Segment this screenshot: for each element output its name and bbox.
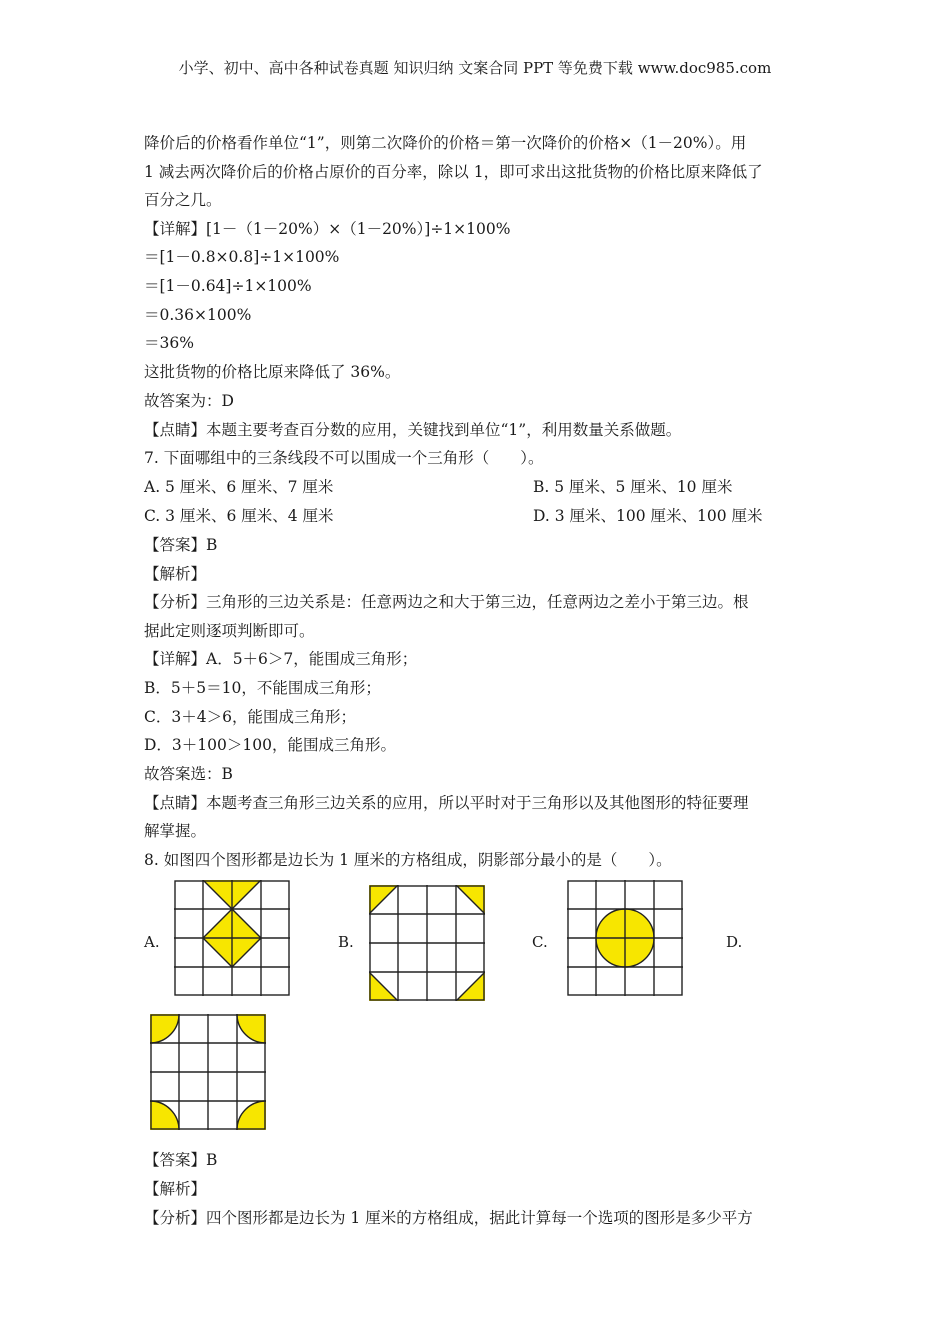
text-line: 【分析】三角形的三边关系是：任意两边之和大于第三边，任意两边之差小于第三边。根	[144, 593, 749, 611]
figure-label-c: C.	[532, 933, 548, 951]
q7-option-c: C. 3 厘米、6 厘米、4 厘米	[144, 507, 334, 525]
question-8-text: 8. 如图四个图形都是边长为 1 厘米的方格组成，阴影部分最小的是（ ）。	[144, 851, 672, 869]
figure-c	[567, 880, 683, 996]
page-header: 小学、初中、高中各种试卷真题 知识归纳 文案合同 PPT 等免费下载 www.doc985.com	[178, 59, 772, 77]
figure-a-grid	[174, 880, 290, 996]
text-line: C．3＋4＞6，能围成三角形；	[144, 708, 356, 726]
figure-c-grid	[567, 880, 683, 996]
text-line: 【答案】B	[144, 1151, 218, 1169]
text-line: 【详解】A．5＋6＞7，能围成三角形；	[144, 650, 418, 668]
text-line: 故答案选：B	[144, 765, 233, 783]
figure-label-d: D.	[726, 933, 743, 951]
text-line: 【分析】四个图形都是边长为 1 厘米的方格组成，据此计算每一个选项的图形是多少平方	[144, 1209, 753, 1227]
figure-label-b: B.	[338, 933, 354, 951]
text-line: ＝[1－0.64]÷1×100%	[144, 277, 312, 295]
text-line: 据此定则逐项判断即可。	[144, 622, 315, 640]
text-line: 【答案】B	[144, 536, 218, 554]
figure-b	[369, 885, 485, 1001]
text-line: 【详解】[1－（1－20%）×（1－20%）]÷1×100%	[144, 220, 511, 238]
text-line: 【解析】	[144, 1180, 207, 1198]
question-7-text: 7. 下面哪组中的三条线段不可以围成一个三角形（ ）。	[144, 449, 544, 467]
figure-label-a: A.	[144, 933, 160, 951]
q7-option-b: B. 5 厘米、5 厘米、10 厘米	[533, 478, 733, 496]
q7-option-a: A. 5 厘米、6 厘米、7 厘米	[144, 478, 334, 496]
text-line: D．3＋100＞100，能围成三角形。	[144, 736, 396, 754]
text-line: 降价后的价格看作单位“1”，则第二次降价的价格＝第一次降价的价格×（1－20%）。用	[144, 134, 747, 152]
text-line: 故答案为：D	[144, 392, 234, 410]
figure-a	[174, 880, 290, 996]
text-line: 【点睛】本题考查三角形三边关系的应用，所以平时对于三角形以及其他图形的特征要理	[144, 794, 749, 812]
text-line: 1 减去两次降价后的价格占原价的百分率，除以 1，即可求出这批货物的价格比原来降低了	[144, 163, 763, 181]
text-line: ＝[1－0.8×0.8]÷1×100%	[144, 248, 340, 266]
q7-option-d: D. 3 厘米、100 厘米、100 厘米	[533, 507, 763, 525]
text-line: ＝36%	[144, 334, 194, 352]
text-line: 这批货物的价格比原来降低了 36%。	[144, 363, 401, 381]
text-line: 【点睛】本题主要考查百分数的应用，关键找到单位“1”，利用数量关系做题。	[144, 421, 682, 439]
text-line: B．5＋5＝10，不能围成三角形；	[144, 679, 381, 697]
text-line: ＝0.36×100%	[144, 306, 252, 324]
text-line: 百分之几。	[144, 191, 222, 209]
figure-d	[150, 1014, 266, 1130]
figure-b-grid	[369, 885, 485, 1001]
text-line: 解掌握。	[144, 822, 207, 840]
text-line: 【解析】	[144, 565, 207, 583]
